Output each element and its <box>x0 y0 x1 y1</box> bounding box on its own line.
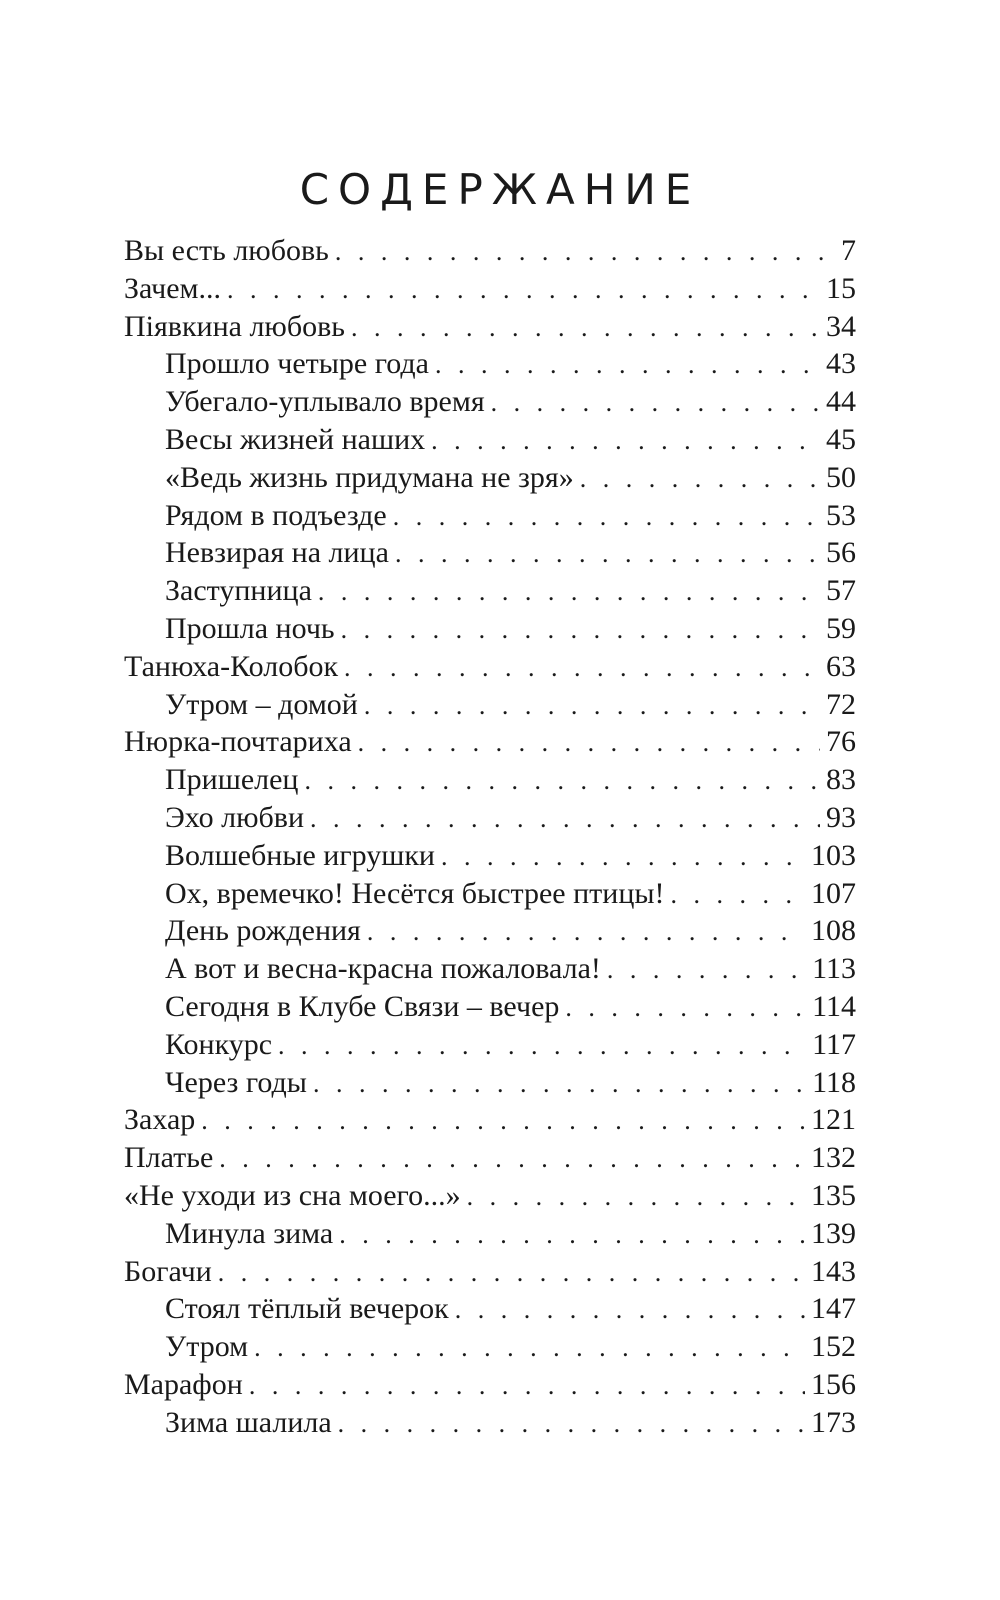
toc-subentry <box>124 610 856 648</box>
toc-page-number: 57 <box>826 574 856 608</box>
toc-dot-leader <box>341 611 820 649</box>
toc-dot-leader <box>671 876 805 914</box>
toc-entry-title: «Ведь жизнь придумана не зря» <box>165 460 574 494</box>
toc-subentry <box>124 950 856 988</box>
toc-dot-leader <box>227 271 820 309</box>
toc-subentry <box>124 1215 856 1253</box>
toc-subentry <box>124 497 856 535</box>
toc-entry <box>124 1253 856 1291</box>
toc-entry-title: Прошла ночь <box>165 611 335 645</box>
toc-page-number: 59 <box>826 611 856 645</box>
toc-dot-leader <box>580 460 820 498</box>
toc-dot-leader <box>607 951 806 989</box>
toc-entry <box>124 1177 856 1215</box>
toc-dot-leader <box>338 1405 805 1443</box>
toc-page-number: 103 <box>811 838 856 872</box>
toc-dot-leader <box>431 422 820 460</box>
toc-subentry <box>124 686 856 724</box>
toc-subentry <box>124 383 856 421</box>
toc-subentry <box>124 421 856 459</box>
toc-dot-leader <box>393 498 820 536</box>
toc-page-number: 83 <box>826 763 856 797</box>
toc-page-number: 173 <box>811 1405 856 1439</box>
toc-entry-title: Зачем... <box>124 271 222 305</box>
toc-dot-leader <box>467 1178 805 1216</box>
toc-entry <box>124 1101 856 1139</box>
toc-entry-title: Эхо любви <box>165 800 305 834</box>
toc-page-number: 108 <box>811 914 856 948</box>
toc-page-number: 156 <box>811 1367 856 1401</box>
toc-page-number: 113 <box>812 952 856 986</box>
toc-entry-title: А вот и весна-красна пожаловала! <box>165 952 601 986</box>
toc-subentry <box>124 345 856 383</box>
toc-dot-leader <box>358 724 820 762</box>
toc-dot-leader <box>249 1367 805 1405</box>
toc-entry <box>124 308 856 346</box>
toc-entry-title: Рядом в подъезде <box>165 498 387 532</box>
toc-subentry <box>124 988 856 1026</box>
toc-entry-title: Сегодня в Клубе Связи – вечер <box>165 989 560 1023</box>
toc-page-number: 147 <box>811 1292 856 1326</box>
toc-dot-leader <box>435 346 820 384</box>
toc-page-number: 139 <box>811 1216 856 1250</box>
toc-entry-title: Захар <box>124 1103 196 1137</box>
toc-page-number: 56 <box>826 536 856 570</box>
toc-dot-leader <box>441 838 805 876</box>
toc-page-number: 34 <box>826 309 856 343</box>
toc-entry <box>124 648 856 686</box>
toc-entry-title: Платье <box>124 1141 214 1175</box>
toc-dot-leader <box>395 535 820 573</box>
toc-entry-title: Нюрка-почтариха <box>124 725 352 759</box>
toc-page-number: 132 <box>811 1141 856 1175</box>
toc-entry-title: Прошло четыре года <box>165 347 429 381</box>
toc-dot-leader <box>278 1027 806 1065</box>
toc-page-number: 143 <box>811 1254 856 1288</box>
toc-subentry <box>124 761 856 799</box>
toc-subentry <box>124 1404 856 1442</box>
toc-page-number: 53 <box>826 498 856 532</box>
toc-entry-title: Пришелец <box>165 763 299 797</box>
toc-subentry <box>124 912 856 950</box>
toc-page-number: 121 <box>811 1103 856 1137</box>
toc-subentry <box>124 534 856 572</box>
toc-subentry <box>124 837 856 875</box>
toc-dot-leader <box>313 1065 806 1103</box>
toc-subentry <box>124 875 856 913</box>
toc-entry-title: Конкурс <box>165 1027 273 1061</box>
toc-dot-leader <box>218 1254 805 1292</box>
toc-dot-leader <box>304 762 820 800</box>
toc-subentry <box>124 1026 856 1064</box>
toc-page-number: 117 <box>812 1027 856 1061</box>
toc-entry-title: Утром – домой <box>165 687 358 721</box>
toc-dot-leader <box>364 687 820 725</box>
toc-entry <box>124 232 856 270</box>
toc-page-number: 72 <box>826 687 856 721</box>
toc-page-number: 93 <box>826 800 856 834</box>
toc-entry-title: Минула зима <box>165 1216 334 1250</box>
toc-entry <box>124 723 856 761</box>
toc-entry-title: Стоял тёплый вечерок <box>165 1292 449 1326</box>
toc-subentry <box>124 1328 856 1366</box>
toc-subentry <box>124 1290 856 1328</box>
toc-page-number: 152 <box>811 1330 856 1364</box>
toc-page-number: 118 <box>812 1065 856 1099</box>
toc-dot-leader <box>310 800 820 838</box>
toc-entry-title: Волшебные игрушки <box>165 838 435 872</box>
toc-dot-leader <box>344 649 820 687</box>
toc-page-number: 114 <box>812 989 856 1023</box>
toc-subentry <box>124 799 856 837</box>
toc-dot-leader <box>351 309 820 347</box>
toc-dot-leader <box>491 384 820 422</box>
toc-entry-title: Вы есть любовь <box>124 234 329 267</box>
toc-entry-title: Весы жизней наших <box>165 422 426 456</box>
toc-dot-leader <box>565 989 806 1027</box>
toc-entry-title: Піявкина любовь <box>124 309 345 343</box>
toc-dot-leader <box>318 573 820 611</box>
toc-dot-leader <box>455 1291 805 1329</box>
toc-subentry <box>124 1064 856 1102</box>
toc-entry-title: Через годы <box>165 1065 307 1099</box>
toc-entry-title: Танюха-Колобок <box>124 649 339 683</box>
toc-subentry <box>124 459 856 497</box>
toc-entry-title: Зима шалила <box>165 1405 332 1439</box>
toc-subentry <box>124 572 856 610</box>
toc-entry <box>124 270 856 308</box>
toc-dot-leader <box>335 233 835 271</box>
toc-dot-leader <box>219 1140 805 1178</box>
toc-entry-title: Невзирая на лица <box>165 536 389 570</box>
toc-page-number: 107 <box>811 876 856 910</box>
toc-dot-leader <box>367 913 805 951</box>
toc-entry-title: Ох, времечко! Несётся быстрее птицы! <box>165 876 665 910</box>
page-title: СОДЕРЖАНИЕ <box>299 165 701 215</box>
toc-page-number: 44 <box>826 385 856 419</box>
toc-dot-leader <box>254 1329 805 1367</box>
toc-entry <box>124 1366 856 1404</box>
toc-entry-title: Богачи <box>124 1254 212 1288</box>
toc-page-number: 15 <box>826 271 856 305</box>
toc-entry-title: «Не уходи из сна моего...» <box>124 1178 461 1212</box>
toc-page-number: 76 <box>826 725 856 759</box>
toc-entry-title: Марафон <box>124 1367 243 1401</box>
toc-page-number: 43 <box>826 347 856 381</box>
toc-entry-title: Утром <box>165 1330 249 1364</box>
toc-page-number: 7 <box>841 234 856 267</box>
toc-page-number: 45 <box>826 422 856 456</box>
toc-entry-title: День рождения <box>165 914 361 948</box>
toc-page-number: 63 <box>826 649 856 683</box>
toc-page-number: 135 <box>811 1178 856 1212</box>
toc-entry-title: Убегало-уплывало время <box>165 385 485 419</box>
toc-dot-leader <box>201 1102 805 1140</box>
table-of-contents <box>124 232 856 1442</box>
toc-dot-leader <box>339 1216 805 1254</box>
toc-entry <box>124 1139 856 1177</box>
toc-entry-title: Заступница <box>165 574 312 608</box>
toc-page-number: 50 <box>826 460 856 494</box>
